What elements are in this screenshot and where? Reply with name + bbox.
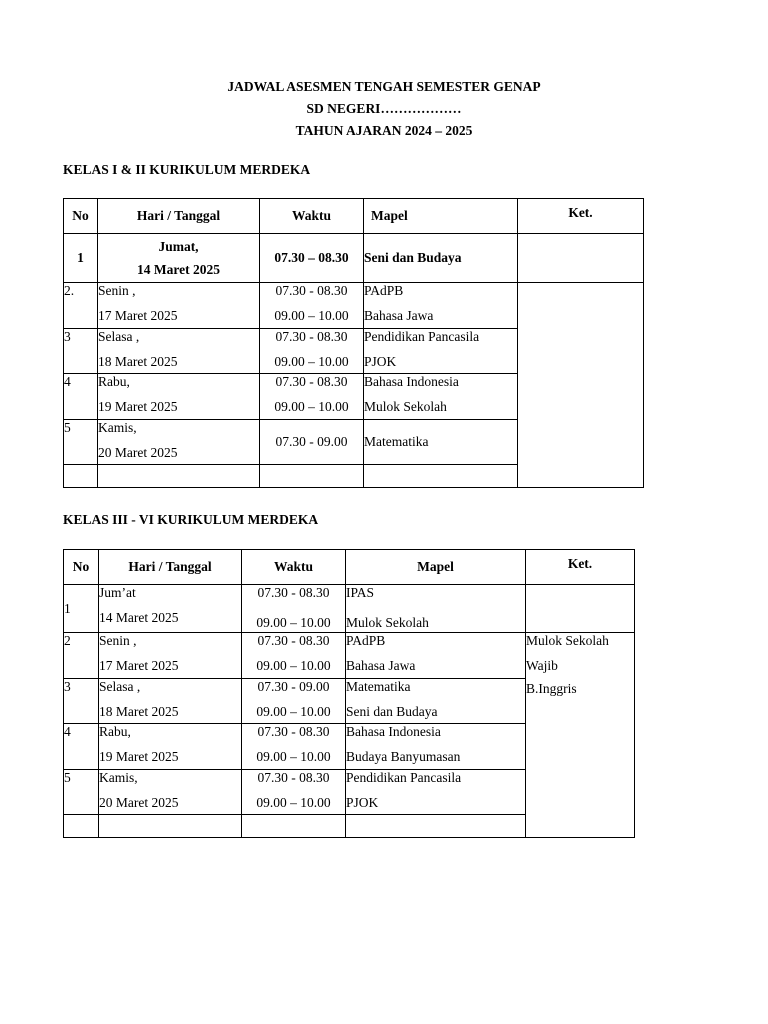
empty-cell	[260, 465, 364, 488]
schedule-table-kelas-1-2	[63, 198, 644, 488]
row-date-text: 20 Maret 2025	[98, 444, 178, 460]
row-day: Jum’at	[99, 585, 136, 600]
row-no	[64, 283, 98, 329]
row-notes	[526, 585, 635, 633]
note-1: Mulok Sekolah	[526, 633, 609, 648]
row-subject	[364, 328, 518, 374]
row-date	[99, 585, 242, 633]
header-date: Hari / Tanggal	[98, 199, 260, 234]
title-line-1: JADWAL ASESMEN TENGAH SEMESTER GENAP	[227, 79, 541, 94]
row-date-text: 14 Maret 2025	[137, 261, 220, 277]
header-subject: Mapel	[364, 199, 518, 234]
row-no: 1	[64, 585, 99, 633]
row-date-text: 14 Maret 2025	[99, 610, 179, 625]
row-time	[242, 769, 346, 815]
row-time: 07.30 – 08.30	[260, 234, 364, 283]
row-no-text: 3	[64, 678, 71, 694]
row-time-2: 09.00 – 10.00	[274, 308, 349, 323]
row-notes-merged	[526, 633, 635, 838]
row-subject-2: Seni dan Budaya	[346, 703, 438, 719]
row-no-text: 3	[64, 328, 71, 344]
row-date-text: 19 Maret 2025	[98, 399, 178, 414]
empty-cell	[346, 815, 526, 838]
row-subject	[346, 678, 526, 724]
row-subject-1: Pendidikan Pancasila	[346, 769, 462, 785]
row-notes-merged	[518, 283, 644, 488]
table-row	[64, 283, 644, 329]
header-time: Waktu	[260, 199, 364, 234]
row-no-text: 2.	[64, 283, 75, 298]
row-time-2: 09.00 – 10.00	[256, 658, 331, 673]
row-date-text: 18 Maret 2025	[98, 353, 178, 369]
row-subject: Seni dan Budaya	[364, 234, 518, 283]
row-no-text: 2	[64, 633, 71, 648]
empty-cell	[64, 465, 98, 488]
row-day: Rabu,	[98, 374, 130, 389]
header-subject: Mapel	[346, 550, 526, 585]
row-date	[98, 283, 260, 329]
note-2: Wajib	[526, 658, 558, 673]
row-subject	[346, 724, 526, 770]
row-no	[64, 769, 99, 815]
row-subject-2: Mulok Sekolah	[346, 615, 429, 630]
row-notes	[518, 234, 644, 283]
row-time-2: 09.00 – 10.00	[274, 353, 349, 369]
empty-cell	[364, 465, 518, 488]
row-time	[260, 283, 364, 329]
row-time-2: 09.00 – 10.00	[256, 703, 331, 719]
row-no-text: 5	[64, 419, 71, 435]
note-3: B.Inggris	[526, 680, 577, 696]
row-day: Senin ,	[99, 633, 137, 648]
header-no: No	[64, 199, 98, 234]
header-notes: Ket.	[518, 199, 644, 234]
row-subject-1: PAdPB	[364, 283, 404, 298]
row-time-2: 09.00 – 10.00	[274, 399, 349, 414]
row-no-text: 4	[64, 374, 71, 389]
row-subject	[346, 769, 526, 815]
row-subject	[346, 633, 526, 679]
row-no-text: 5	[64, 769, 71, 785]
row-subject-2: PJOK	[364, 353, 397, 369]
row-subject-1: Matematika	[346, 678, 411, 694]
row-time-1: 07.30 - 08.30	[275, 374, 348, 389]
row-time-1: 07.30 - 08.30	[257, 585, 330, 600]
title-line-3: TAHUN AJARAN 2024 – 2025	[295, 123, 473, 138]
row-date	[99, 678, 242, 724]
row-time	[242, 585, 346, 633]
row-subject-2: Mulok Sekolah	[364, 399, 447, 414]
row-date	[99, 633, 242, 679]
table-row	[64, 633, 635, 679]
table-row	[64, 585, 635, 633]
empty-cell	[242, 815, 346, 838]
row-date	[98, 234, 260, 283]
row-date	[99, 724, 242, 770]
table-row	[64, 234, 644, 283]
row-day: Selasa ,	[98, 328, 140, 344]
row-day: Kamis,	[98, 419, 137, 435]
row-subject	[364, 374, 518, 420]
row-subject	[364, 283, 518, 329]
row-time	[242, 678, 346, 724]
row-time-2: 09.00 – 10.00	[256, 615, 331, 630]
row-date-text: 18 Maret 2025	[99, 703, 179, 719]
title-line-2: SD NEGERI………………	[306, 101, 462, 116]
row-date	[98, 328, 260, 374]
section-heading-kelas-1-2: KELAS I & II KURIKULUM MERDEKA	[63, 162, 311, 177]
row-time-1: 07.30 - 08.30	[275, 328, 348, 344]
row-time	[260, 374, 364, 420]
row-no	[64, 678, 99, 724]
empty-cell	[99, 815, 242, 838]
row-subject-1: Bahasa Indonesia	[364, 374, 459, 389]
row-day: Selasa ,	[99, 678, 141, 694]
row-subject-2: Budaya Banyumasan	[346, 749, 461, 764]
row-no	[64, 633, 99, 679]
row-subject-1: Pendidikan Pancasila	[364, 328, 480, 344]
row-time-2: 09.00 – 10.00	[256, 794, 331, 810]
row-date-text: 17 Maret 2025	[99, 658, 179, 673]
empty-cell	[98, 465, 260, 488]
schedule-table-kelas-3-6	[63, 549, 635, 838]
row-date-text: 17 Maret 2025	[98, 308, 178, 323]
row-no	[64, 374, 98, 420]
row-no	[64, 724, 99, 770]
row-time-1: 07.30 - 08.30	[257, 633, 330, 648]
table-header-row	[64, 199, 644, 234]
section-heading-kelas-3-6: KELAS III - VI KURIKULUM MERDEKA	[63, 512, 319, 527]
row-no-text: 4	[64, 724, 71, 739]
row-time-2: 09.00 – 10.00	[256, 749, 331, 764]
row-day: Senin ,	[98, 283, 136, 298]
row-time	[242, 633, 346, 679]
table-header-row	[64, 550, 635, 585]
row-no: 1	[64, 234, 98, 283]
header-notes: Ket.	[526, 550, 635, 585]
empty-cell	[64, 815, 99, 838]
row-time-1: 07.30 - 08.30	[257, 769, 330, 785]
row-date-text: 19 Maret 2025	[99, 749, 179, 764]
row-time: 07.30 - 09.00	[260, 419, 364, 465]
row-no	[64, 328, 98, 374]
row-day: Rabu,	[99, 724, 131, 739]
row-day: Kamis,	[99, 769, 138, 785]
row-subject-2: Bahasa Jawa	[346, 658, 416, 673]
row-day: Jumat,	[158, 239, 199, 254]
row-subject-1: IPAS	[346, 585, 375, 600]
row-time-1: 07.30 - 08.30	[275, 283, 348, 298]
row-date	[98, 374, 260, 420]
row-date-text: 20 Maret 2025	[99, 794, 179, 810]
header-date: Hari / Tanggal	[99, 550, 242, 585]
row-subject-2: PJOK	[346, 794, 379, 810]
row-subject-1: Bahasa Indonesia	[346, 724, 441, 739]
row-time	[242, 724, 346, 770]
row-subject-2: Bahasa Jawa	[364, 308, 434, 323]
row-time-1: 07.30 - 08.30	[257, 724, 330, 739]
row-time	[260, 328, 364, 374]
row-no	[64, 419, 98, 465]
row-time-1: 07.30 - 09.00	[257, 678, 330, 694]
header-time: Waktu	[242, 550, 346, 585]
row-subject-1: PAdPB	[346, 633, 386, 648]
row-subject: Matematika	[364, 419, 518, 465]
row-date	[98, 419, 260, 465]
row-subject	[346, 585, 526, 633]
document-title	[0, 76, 768, 142]
header-no: No	[64, 550, 99, 585]
row-date	[99, 769, 242, 815]
